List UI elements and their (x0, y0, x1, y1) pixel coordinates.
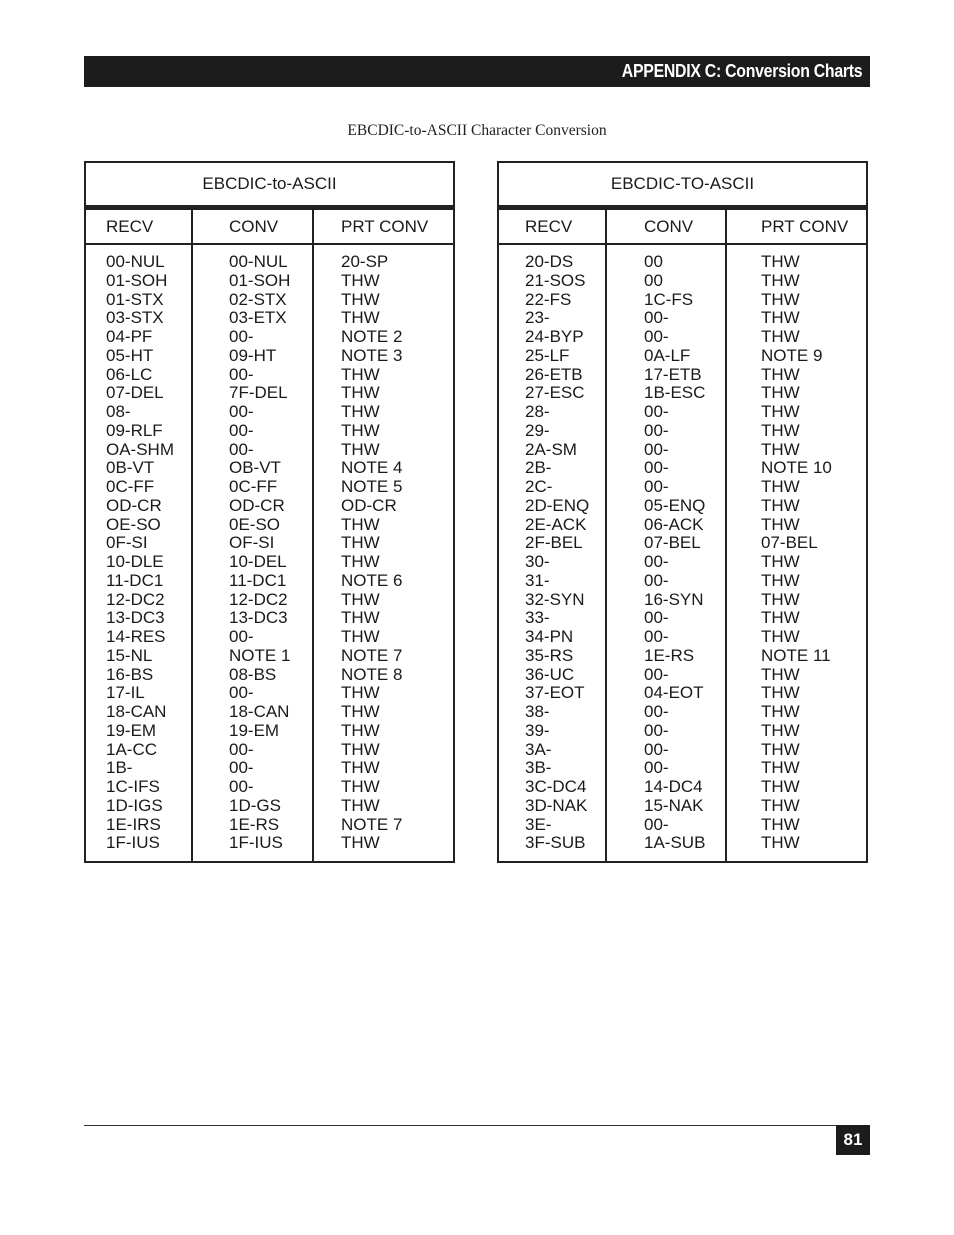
table-cell: 0B-VT (106, 458, 155, 478)
table-cell: 7F-DEL (229, 383, 288, 403)
figure-caption: EBCDIC-to-ASCII Character Conversion (347, 122, 607, 139)
table-cell: OD-CR (341, 495, 397, 515)
table-cell: NOTE 7 (341, 814, 403, 834)
table-cell: THW (761, 383, 800, 403)
table-cell: OB-VT (229, 458, 281, 478)
table-cell: 27-ESC (525, 383, 585, 403)
column-divider (191, 210, 193, 861)
table-cell: 33- (525, 608, 550, 628)
table-cell: 20-SP (341, 252, 389, 271)
table-cell: THW (761, 795, 800, 815)
table-cell: 00- (229, 439, 254, 459)
table-cell: 24-BYP (525, 327, 584, 346)
conversion-table-right (497, 161, 868, 863)
table-cell: THW (761, 833, 800, 853)
table-cell: 26-ETB (525, 364, 583, 384)
column-header-recv: RECV (525, 217, 573, 236)
table-cell: 00- (644, 327, 669, 346)
table-cell: NOTE 10 (761, 458, 832, 478)
table-cell: 01-SOH (229, 270, 291, 290)
table-cell: THW (761, 720, 800, 740)
table-cell: THW (341, 833, 380, 853)
footer-rule (84, 1125, 870, 1126)
table-cell: 34-PN (525, 627, 574, 646)
table-cell: THW (341, 795, 380, 815)
table-cell: THW (341, 739, 380, 759)
table-cell: THW (341, 608, 380, 628)
table-cell: THW (761, 439, 800, 459)
table-cell: 28- (525, 402, 550, 421)
table-cell: 1E-IRS (106, 814, 161, 834)
table-cell: 16-SYN (644, 589, 704, 609)
table-cell: 3D-NAK (525, 795, 588, 815)
table-cell: 0E-SO (229, 514, 281, 534)
table-cell: 22-FS (525, 289, 572, 309)
table-cell: 00 (644, 252, 663, 271)
table-cell: 07-BEL (761, 533, 818, 553)
table-cell: 13-DC3 (106, 608, 165, 628)
table-cell: 14-RES (106, 627, 166, 646)
table-cell: 03-ETX (229, 308, 287, 328)
table-cell: THW (761, 270, 800, 290)
table-cell: 0A-LF (644, 345, 691, 365)
table-cell: 09-RLF (106, 420, 163, 440)
table-cell: THW (341, 720, 380, 740)
table-cell: THW (341, 289, 380, 309)
table-cell: 00- (229, 683, 254, 703)
conv-column (644, 253, 705, 853)
table-cell: NOTE 6 (341, 570, 403, 590)
table-cell: 35-RS (525, 645, 574, 665)
table-cell: THW (761, 758, 800, 778)
table-cell: 09-HT (229, 345, 277, 365)
table-cell: 1A-CC (106, 739, 158, 759)
table-cell: 04-PF (106, 327, 153, 346)
table-cell: THW (341, 683, 380, 703)
table-cell: OD-CR (229, 495, 285, 515)
table-cell: THW (761, 308, 800, 328)
table-cell: 1F-IUS (106, 833, 160, 853)
prt-conv-column (341, 253, 402, 853)
table-cell: 06-ACK (644, 514, 704, 534)
table-cell: THW (761, 664, 800, 684)
table-cell: 19-EM (229, 720, 280, 740)
table-cell: 1E-RS (644, 645, 695, 665)
column-divider (605, 210, 607, 861)
table-cell: 13-DC3 (229, 608, 288, 628)
table-cell: 39- (525, 720, 550, 740)
table-cell: 3F-SUB (525, 833, 586, 853)
table-cell: 17-ETB (644, 364, 702, 384)
table-cell: NOTE 2 (341, 327, 403, 346)
table-cell: 1C-FS (644, 289, 694, 309)
table-cell: 2D-ENQ (525, 495, 590, 515)
table-cell: OD-CR (106, 495, 162, 515)
table-cell: THW (761, 420, 800, 440)
table-cell: NOTE 11 (761, 645, 831, 665)
table-cell: 2A-SM (525, 439, 577, 459)
table-cell: THW (761, 252, 800, 271)
table-cell: THW (761, 477, 800, 496)
table-cell: 29- (525, 420, 550, 440)
recv-column (106, 253, 174, 853)
table-cell: THW (761, 402, 800, 421)
table-cell: THW (761, 514, 800, 534)
column-header-conv: CONV (644, 217, 694, 236)
table-cell: 16-BS (106, 664, 154, 684)
table-cell: 37-EOT (525, 683, 585, 703)
table-cell: 00- (644, 627, 669, 646)
column-header-conv: CONV (229, 217, 279, 236)
table-cell: 07-BEL (644, 533, 701, 553)
table-cell: NOTE 7 (341, 645, 403, 665)
column-header-recv: RECV (106, 217, 154, 236)
page-number: 81 (836, 1125, 870, 1155)
table-cell: 3E- (525, 814, 552, 834)
table-cell: THW (761, 627, 800, 646)
table-header-row (499, 210, 866, 245)
table-cell: 00- (229, 777, 254, 796)
column-divider (725, 210, 727, 861)
table-cell: THW (341, 758, 380, 778)
table-cell: 38- (525, 702, 550, 721)
table-cell: 00- (644, 702, 669, 721)
table-cell: 0C-FF (106, 477, 155, 496)
table-cell: 00- (644, 720, 669, 740)
table-cell: THW (761, 289, 800, 309)
table-cell: THW (341, 589, 380, 609)
table-cell: 00- (644, 439, 669, 459)
table-cell: 00- (229, 402, 254, 421)
table-cell: THW (341, 552, 380, 571)
appendix-header-bar (84, 56, 870, 87)
table-cell: 01-SOH (106, 270, 168, 290)
table-cell: THW (341, 308, 380, 328)
table-cell: 15-NAK (644, 795, 704, 815)
table-cell: 0C-FF (229, 477, 278, 496)
table-cell: 10-DEL (229, 552, 287, 571)
table-title: EBCDIC-to-ASCII (86, 163, 453, 210)
table-cell: 11-DC1 (106, 570, 164, 590)
appendix-title: APPENDIX C: Conversion Charts (621, 61, 862, 81)
table-cell: 03-STX (106, 308, 164, 328)
table-cell: THW (341, 270, 380, 290)
table-cell: 08-BS (229, 664, 277, 684)
table-cell: 1F-IUS (229, 833, 283, 853)
table-cell: 36-UC (525, 664, 575, 684)
table-cell: 23- (525, 308, 550, 328)
table-cell: THW (761, 552, 800, 571)
table-cell: 0F-SI (106, 533, 148, 553)
table-cell: NOTE 4 (341, 458, 403, 478)
table-cell: THW (341, 627, 380, 646)
table-cell: 15-NL (106, 645, 153, 665)
table-cell: THW (341, 439, 380, 459)
table-header-row (86, 210, 453, 245)
table-cell: 00- (644, 758, 669, 778)
table-cell: THW (761, 589, 800, 609)
table-cell: 3C-DC4 (525, 777, 587, 796)
table-cell: 00- (644, 570, 669, 590)
table-cell: 18-CAN (229, 702, 290, 721)
table-cell: 00- (644, 814, 669, 834)
table-cell: THW (761, 495, 800, 515)
table-cell: NOTE 9 (761, 345, 823, 365)
table-cell: 00- (229, 758, 254, 778)
table-cell: 00- (644, 477, 669, 496)
table-cell: NOTE 1 (229, 645, 291, 665)
table-cell: NOTE 8 (341, 664, 403, 684)
table-cell: NOTE 3 (341, 345, 403, 365)
table-cell: 3A- (525, 739, 552, 759)
table-cell: 1B-ESC (644, 383, 706, 403)
table-cell: THW (761, 570, 800, 590)
table-cell: 01-STX (106, 289, 164, 309)
table-cell: THW (761, 777, 800, 796)
table-cell: 2C- (525, 477, 553, 496)
table-cell: 00- (644, 308, 669, 328)
conversion-table-left (84, 161, 455, 863)
conv-column (229, 253, 290, 853)
table-cell: THW (341, 383, 380, 403)
table-cell: 2F-BEL (525, 533, 583, 553)
table-cell: OA-SHM (106, 439, 174, 459)
table-cell: 04-EOT (644, 683, 704, 703)
table-cell: 00 (644, 270, 663, 290)
table-cell: THW (341, 702, 380, 721)
table-cell: 05-HT (106, 345, 154, 365)
table-cell: THW (341, 364, 380, 384)
table-cell: 2B- (525, 458, 552, 478)
table-cell: 1C-IFS (106, 777, 160, 796)
table-cell: 08- (106, 402, 131, 421)
table-cell: THW (341, 402, 380, 421)
table-cell: OE-SO (106, 514, 161, 534)
table-cell: 00- (644, 608, 669, 628)
table-cell: 20-DS (525, 252, 574, 271)
table-cell: THW (761, 739, 800, 759)
table-cell: 11-DC1 (229, 570, 287, 590)
table-cell: 00- (644, 552, 669, 571)
table-cell: THW (761, 814, 800, 834)
table-cell: 12-DC2 (229, 589, 288, 609)
table-cell: 00- (229, 739, 254, 759)
table-cell: 00- (229, 327, 254, 346)
table-cell: 00- (229, 364, 254, 384)
table-cell: 00-NUL (229, 252, 288, 271)
table-cell: THW (341, 777, 380, 796)
table-cell: 00-NUL (106, 252, 165, 271)
table-cell: 12-DC2 (106, 589, 165, 609)
table-title: EBCDIC-TO-ASCII (499, 163, 866, 210)
table-cell: 21-SOS (525, 270, 586, 290)
table-cell: OF-SI (229, 533, 275, 553)
column-divider (312, 210, 314, 861)
table-cell: 17-IL (106, 683, 145, 703)
table-cell: 05-ENQ (644, 495, 706, 515)
table-cell: 00- (229, 627, 254, 646)
table-cell: 32-SYN (525, 589, 585, 609)
table-cell: 19-EM (106, 720, 157, 740)
table-cell: THW (341, 420, 380, 440)
table-cell: 2E-ACK (525, 514, 587, 534)
table-cell: 1D-IGS (106, 795, 163, 815)
table-cell: 3B- (525, 758, 552, 778)
table-cell: 25-LF (525, 345, 570, 365)
table-cell: THW (761, 608, 800, 628)
table-cell: THW (761, 364, 800, 384)
prt-conv-column (761, 253, 832, 853)
table-cell: 00- (644, 664, 669, 684)
table-cell: 00- (644, 420, 669, 440)
table-cell: 30- (525, 552, 550, 571)
table-cell: 31- (525, 570, 550, 590)
table-cell: THW (761, 702, 800, 721)
table-cell: 14-DC4 (644, 777, 703, 796)
table-cell: 1D-GS (229, 795, 281, 815)
column-header-prt-conv: PRT CONV (761, 217, 849, 236)
table-cell: 00- (644, 402, 669, 421)
column-header-prt-conv: PRT CONV (341, 217, 429, 236)
table-cell: 1A-SUB (644, 833, 706, 853)
table-cell: 00- (644, 458, 669, 478)
table-cell: 06-LC (106, 364, 153, 384)
table-cell: 02-STX (229, 289, 287, 309)
table-cell: THW (761, 327, 800, 346)
table-cell: 00- (644, 739, 669, 759)
table-cell: NOTE 5 (341, 477, 403, 496)
table-cell: 10-DLE (106, 552, 164, 571)
table-cell: 1E-RS (229, 814, 280, 834)
table-cell: THW (341, 514, 380, 534)
table-cell: THW (761, 683, 800, 703)
recv-column (525, 253, 589, 853)
table-cell: 1B- (106, 758, 133, 778)
table-cell: 18-CAN (106, 702, 167, 721)
table-cell: 07-DEL (106, 383, 164, 403)
table-cell: THW (341, 533, 380, 553)
table-cell: 00- (229, 420, 254, 440)
